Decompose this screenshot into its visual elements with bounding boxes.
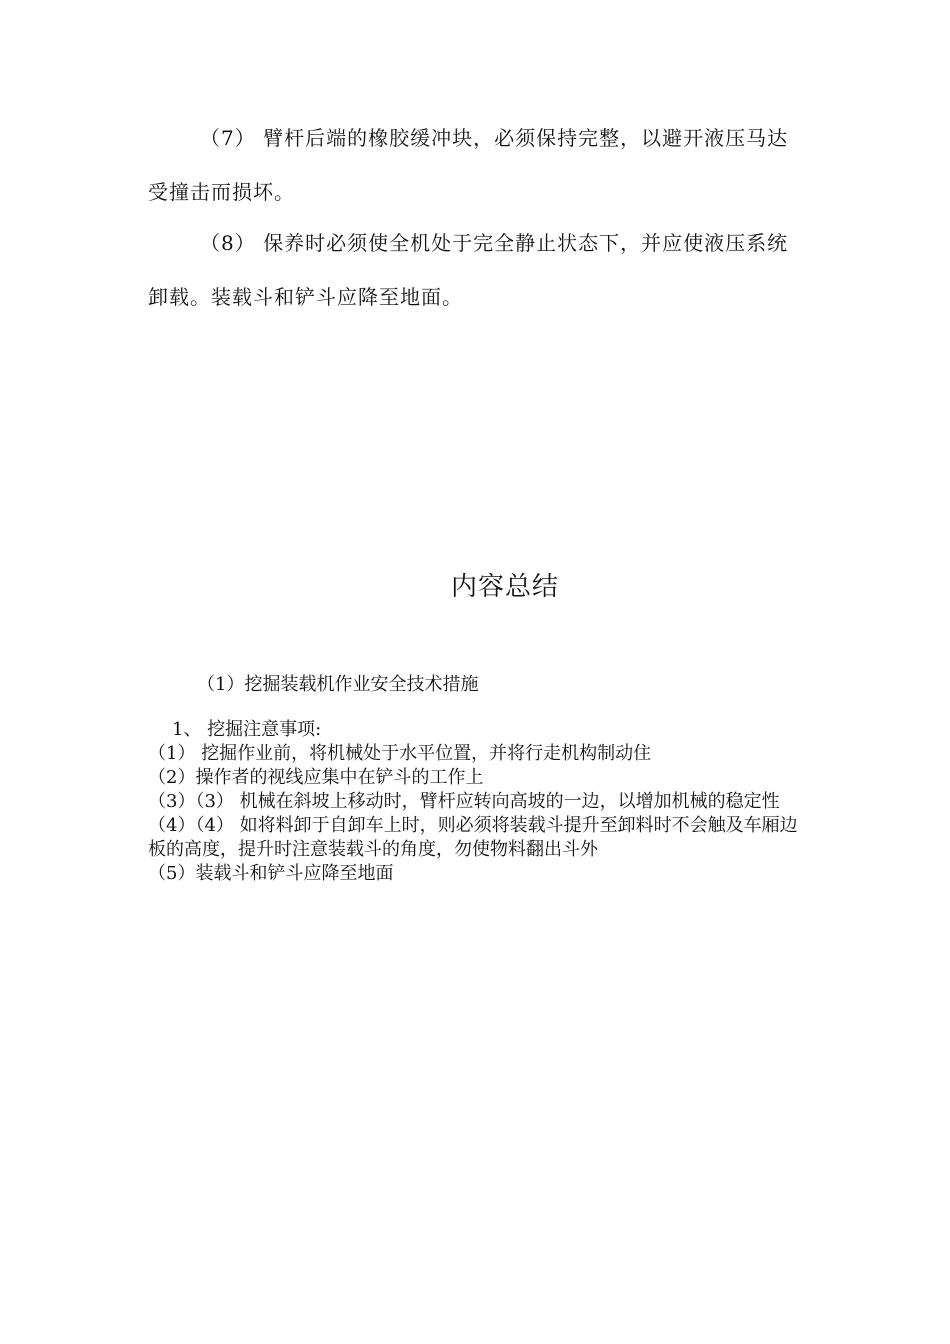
summary-list xyxy=(148,718,808,886)
paragraph-item-8: （8） 保养时必须使全机处于完全静止状态下，并应使液压系统卸载。装载斗和铲斗应降至地面。 xyxy=(148,231,789,309)
paragraph-item-7: （7） 臂杆后端的橡胶缓冲块，必须保持完整，以避开液压马达受撞击而损坏。 xyxy=(148,126,789,204)
summary-list-item: （1） 挖掘作业前，将机械处于水平位置，并将行走机构制动住 xyxy=(148,743,652,764)
summary-subtitle: （1）挖掘装载机作业安全技术措施 xyxy=(197,674,479,695)
summary-list-item: （5）装载斗和铲斗应降至地面 xyxy=(148,863,394,884)
summary-list-item: （2）操作者的视线应集中在铲斗的工作上 xyxy=(148,767,484,788)
summary-list-item: （4）（4） 如将料卸于自卸车上时，则必须将装载斗提升至卸料时不会触及车厢边板的高度，提升时注意装载斗的角度，勿使物料翻出斗外 xyxy=(148,815,798,860)
summary-list-item: （3）（3） 机械在斜坡上移动时，臂杆应转向高坡的一边，以增加机械的稳定性 xyxy=(148,791,780,812)
summary-list-heading: 1、 挖掘注意事项: xyxy=(172,719,322,740)
summary-title: 内容总结 xyxy=(450,572,559,602)
